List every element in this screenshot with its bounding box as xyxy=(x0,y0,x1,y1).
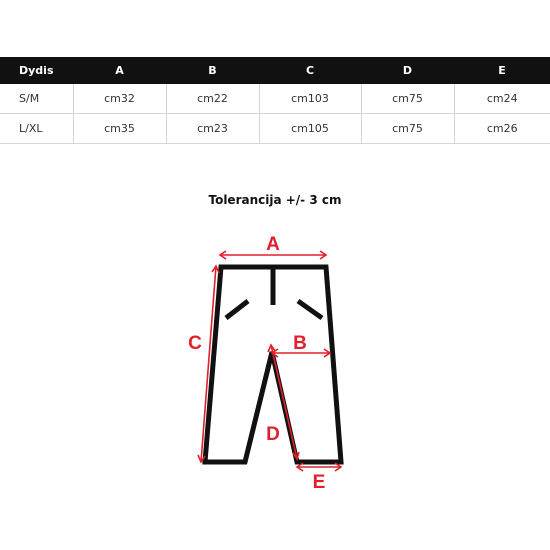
cell-b: cm23 xyxy=(166,114,259,144)
cell-a: cm32 xyxy=(73,84,166,114)
header-c: C xyxy=(259,57,361,84)
cell-c: cm103 xyxy=(259,84,361,114)
header-e: E xyxy=(454,57,550,84)
label-c: C xyxy=(188,333,202,354)
label-b: B xyxy=(293,333,307,354)
pants-details xyxy=(226,269,322,318)
tolerance-note: Tolerancija +/- 3 cm xyxy=(208,193,342,207)
cell-e: cm26 xyxy=(454,114,550,144)
header-a: A xyxy=(73,57,166,84)
cell-d: cm75 xyxy=(361,84,454,114)
header-d: D xyxy=(361,57,454,84)
cell-c: cm105 xyxy=(259,114,361,144)
table-header-row xyxy=(0,57,550,84)
cell-d: cm75 xyxy=(361,114,454,144)
cell-b: cm22 xyxy=(166,84,259,114)
pants-measurement-diagram xyxy=(185,225,365,495)
header-b: B xyxy=(166,57,259,84)
label-d: D xyxy=(266,424,280,445)
cell-a: cm35 xyxy=(73,114,166,144)
label-e: E xyxy=(312,472,326,493)
label-a: A xyxy=(266,234,280,255)
header-size: Dydis xyxy=(0,57,73,84)
size-table xyxy=(0,57,550,144)
left-pocket-line xyxy=(226,301,248,318)
table-row xyxy=(0,114,550,144)
table-row xyxy=(0,84,550,114)
cell-size: S/M xyxy=(0,84,73,114)
cell-size: L/XL xyxy=(0,114,73,144)
cell-e: cm24 xyxy=(454,84,550,114)
right-pocket-line xyxy=(298,301,322,318)
